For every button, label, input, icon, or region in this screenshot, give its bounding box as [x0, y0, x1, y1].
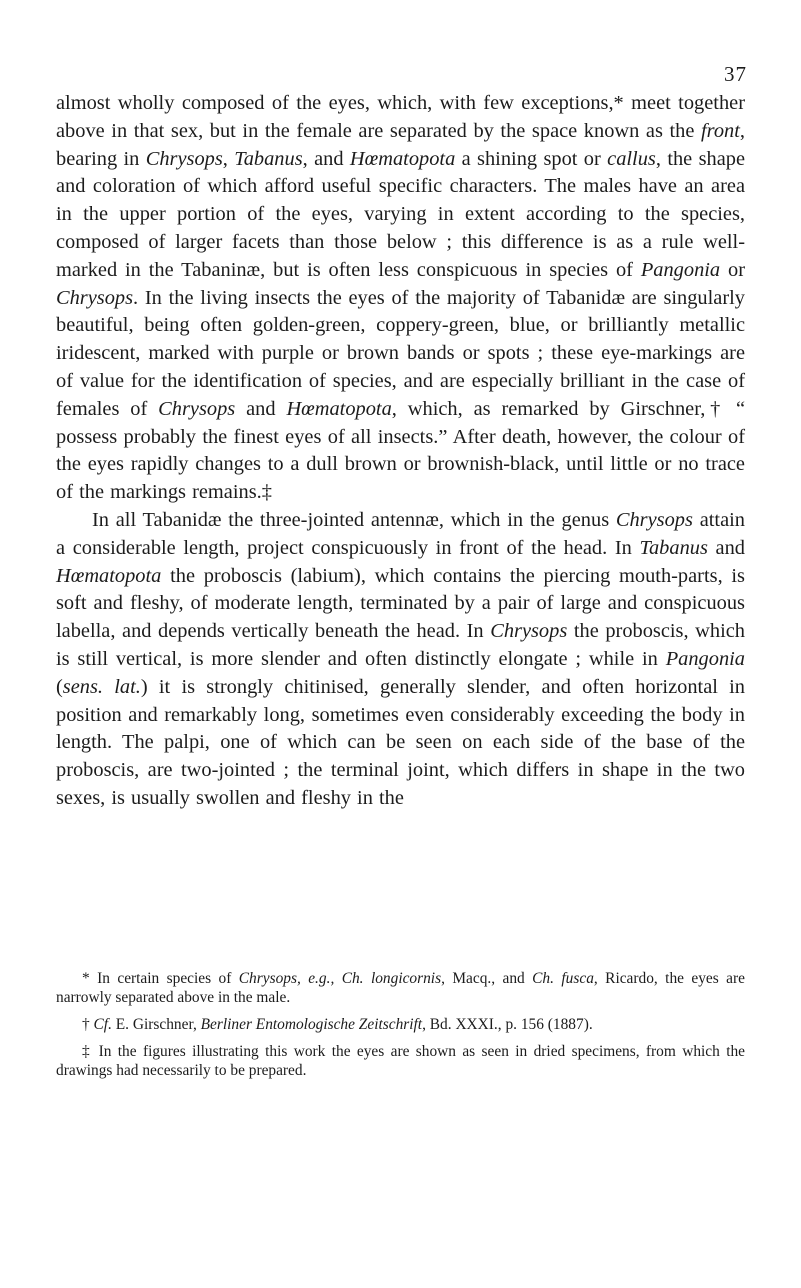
- italic-run: callus: [607, 147, 656, 170]
- italic-run: Cf.: [93, 1016, 112, 1033]
- italic-run: Ch. fusca: [532, 970, 594, 987]
- text-run: and: [707, 536, 745, 559]
- text-run: * In certain species of: [82, 970, 239, 987]
- body-text: [56, 90, 745, 813]
- footnote: [56, 969, 745, 1007]
- italic-run: Berliner Entomologische Zeitschrift: [200, 1016, 423, 1033]
- page-number: 37: [724, 62, 747, 86]
- text-run: the proboscis (labium), which contains the piercing mouth-parts, is soft and fleshy, of moderate length, terminated by a pair of large and conspicuous labella, and depends vertically beneath the head. In: [56, 564, 745, 643]
- italic-run: Chrysops: [615, 508, 693, 531]
- text-run: , Macq., and: [441, 970, 533, 987]
- text-run: almost wholly composed of the eyes, which, with few exceptions,* meet together above in that sex, but in the female are separated by the space known as the: [56, 92, 745, 142]
- text-run: or: [720, 258, 745, 281]
- italic-run: Pangonia: [640, 258, 721, 281]
- italic-run: Hœmatopota: [56, 564, 162, 587]
- italic-run: Pangonia: [665, 647, 745, 670]
- footnotes: [56, 969, 745, 1088]
- text-run: †: [82, 1016, 94, 1033]
- text-run: attain a considerable length, project conspicuously in front of the head. In: [56, 508, 745, 559]
- italic-run: Tabanus: [639, 536, 708, 559]
- italic-run: Chrysops: [490, 620, 568, 643]
- text-run: E. Girschner,: [111, 1016, 201, 1033]
- paragraph: [56, 507, 745, 813]
- italic-run: Tabanus: [234, 147, 303, 170]
- paragraph: [56, 90, 745, 507]
- text-run: and: [235, 397, 287, 420]
- italic-run: front: [700, 119, 740, 142]
- italic-run: sens. lat.: [62, 675, 141, 698]
- text-run: (: [56, 675, 63, 698]
- italic-run: Chrysops: [56, 286, 134, 309]
- text-run: a shining spot or: [455, 147, 608, 170]
- italic-run: Hœmatopota: [349, 147, 456, 170]
- text-run: . In the living insects the eyes of the majority of Tabanidæ are singularly beautiful, being often golden-green, coppery-green, blue, or brilliantly metallic iridescent, marked with purple or brown bands or spots ; these eye-markings are of value for the identification of species, and are especially brilliant in the case of females of: [56, 286, 745, 420]
- text-run: ‡ In the figures illustrating this work the eyes are shown as seen in dried specimens, from which the drawings had necessarily to be prepared.: [56, 1043, 745, 1079]
- italic-run: Chrysops: [145, 147, 223, 170]
- footnote: [56, 1042, 745, 1080]
- text-run: , bearing in: [56, 119, 745, 170]
- text-run: , the shape and coloration of which afford useful specific characters. The males have an area in the upper portion of the eyes, varying in extent according to the species, composed of larger facets than those below ; this difference is as a rule well-marked in the Tabaninæ, but is often less conspicuous in species of: [56, 147, 746, 281]
- italic-run: Chrysops, e.g., Ch. longicornis: [238, 970, 442, 987]
- text-run: the proboscis, which is still vertical, is more slender and often distinctly elongate ; while in: [56, 620, 746, 670]
- text-run: , and: [302, 147, 350, 170]
- footnote: [56, 1015, 745, 1034]
- text-run: , which, as remarked by Girschner,† “ possess probably the finest eyes of all insects.” After death, however, the colour of the eyes rapidly changes to a dull brown or brownish-black, until little or no trace of the markings remains.‡: [56, 397, 745, 504]
- italic-run: Chrysops: [158, 397, 236, 420]
- text-run: ,: [222, 147, 235, 170]
- text-run: ) it is strongly chitinised, generally slender, and often horizontal in position and remarkably long, sometimes even considerably exceeding the body in length. The palpi, one of which can be seen on each side of the base of the proboscis, are two-jointed ; the terminal joint, which differs in shape in the two sexes, is usually swollen and fleshy in the: [56, 675, 745, 809]
- italic-run: Hœmatopota: [286, 397, 392, 420]
- text-run: , Ricardo, the eyes are narrowly separated above in the male.: [56, 970, 745, 1006]
- text-run: In all Tabanidæ the three-jointed antennæ, which in the genus: [92, 508, 616, 531]
- text-run: , Bd. XXXI., p. 156 (1887).: [422, 1016, 593, 1033]
